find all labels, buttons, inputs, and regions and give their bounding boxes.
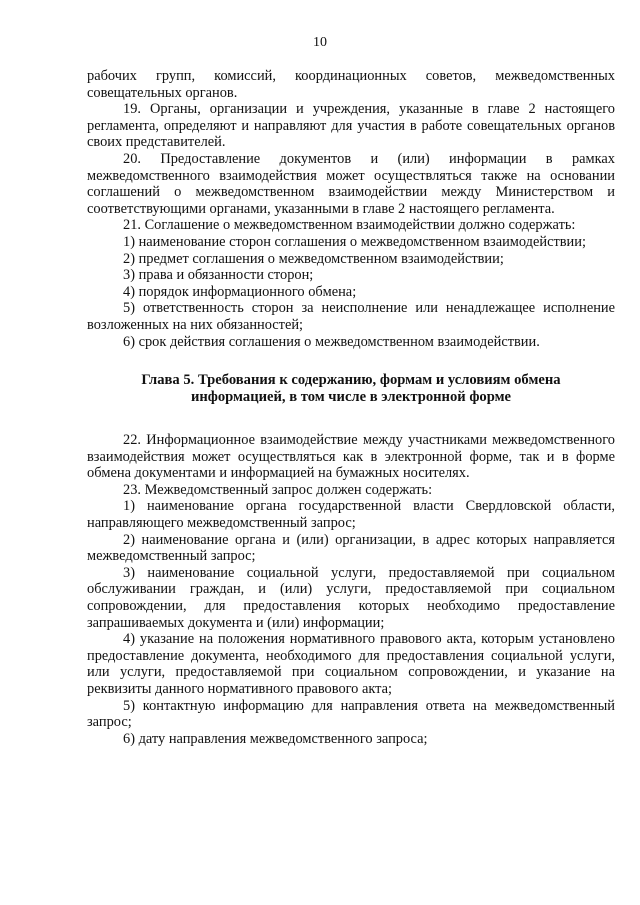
list-item: 6) дату направления межведомственного запроса; (123, 730, 428, 747)
list-item: 5) контактную информацию для направления ответа на межведомственный запрос; (87, 697, 615, 731)
list-item: 6) срок действия соглашения о межведомственном взаимодействии. (123, 333, 540, 350)
list-item: 3) наименование социальной услуги, предоставляемой при социальном обслуживании граждан, и (или) услуги, предоставляемой при социальном сопровождении, для предоставления которых необходимо предоставление запрашиваемых документа и (или) информации; (87, 564, 615, 631)
chapter-heading-line-2: информацией, в том числе в электронной форме (190, 389, 512, 406)
paragraph: 21. Соглашение о межведомственном взаимодействии должно содержать: (123, 217, 576, 234)
document-body (87, 68, 615, 747)
list-item: 5) ответственность сторон за неисполнение или ненадлежащее исполнение возложенных на них обязанностей; (87, 300, 615, 333)
paragraph: 20. Предоставление документов и (или) информации в рамках межведомственного взаимодействия может осуществляться также на основании соглашений о межведомственном взаимодействии между Министерством и соответствующими органами, указанными в главе 2 настоящего регламента. (87, 150, 615, 217)
chapter-heading-line-1: Глава 5. Требования к содержанию, формам и условиям обмена (141, 372, 561, 389)
paragraph: 22. Информационное взаимодействие между участниками межведомственного взаимодействия может осуществляться как в электронной форме, так и в форме обмена документами и информацией на бумажных носителях. (87, 432, 615, 482)
list-item: 1) наименование сторон соглашения о межведомственном взаимодействии; (123, 233, 586, 250)
paragraph: рабочих групп, комиссий, координационных советов, межведомственных совещательных органов. (87, 68, 615, 101)
paragraph: 23. Межведомственный запрос должен содержать: (123, 481, 433, 498)
chapter-heading (87, 372, 615, 406)
page-number: 10 (313, 35, 327, 50)
list-item: 2) наименование органа и (или) организации, в адрес которых направляется межведомственный запрос; (87, 531, 615, 565)
list-item: 4) указание на положения нормативного правового акта, которым установлено предоставление документа, необходимого для предоставления социальной услуги, или услуги, предоставляемой при социальном сопровождении, и указание на реквизиты данного нормативного правового акта; (87, 631, 615, 697)
list-item: 3) права и обязанности сторон; (123, 267, 314, 284)
list-item: 4) порядок информационного обмена; (123, 283, 357, 300)
list-item: 1) наименование органа государственной власти Свердловской области, направляющего межведомственный запрос; (87, 498, 615, 532)
list-item: 2) предмет соглашения о межведомственном взаимодействии; (123, 250, 504, 267)
paragraph: 19. Органы, организации и учреждения, указанные в главе 2 настоящего регламента, определяют и направляют для участия в работе совещательных органов своих представителей. (87, 101, 615, 151)
